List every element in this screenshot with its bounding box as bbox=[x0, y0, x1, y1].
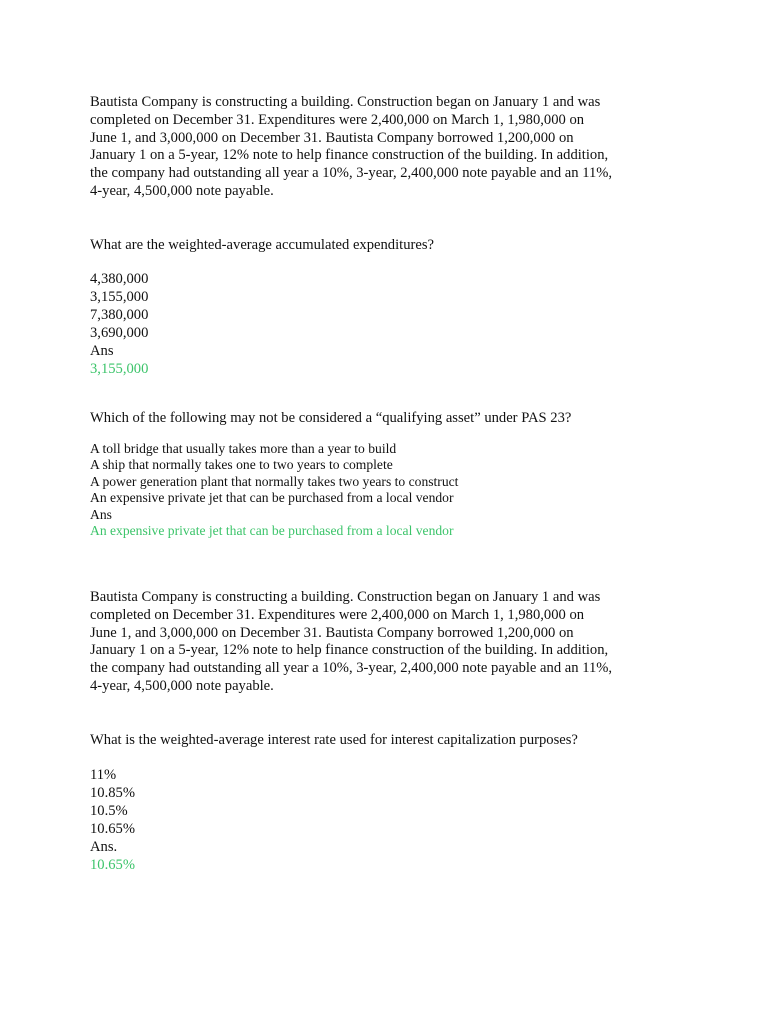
problem1-option: 4,380,000 bbox=[90, 271, 149, 287]
problem1-option: 3,690,000 bbox=[90, 325, 149, 341]
problem3-paragraph bbox=[90, 589, 690, 696]
problem1-ans-label: Ans bbox=[90, 343, 114, 359]
problem2-option: A ship that normally takes one to two years to complete bbox=[90, 457, 393, 473]
problem3-line: 4-year, 4,500,000 note payable. bbox=[90, 677, 274, 694]
problem2-question: Which of the following may not be considered a “qualifying asset” under PAS 23? bbox=[90, 410, 572, 426]
problem1-answer: 3,155,000 bbox=[90, 361, 149, 377]
problem3-line: June 1, and 3,000,000 on December 31. Bautista Company borrowed 1,200,000 on bbox=[90, 624, 574, 641]
problem3-ans-label: Ans. bbox=[90, 839, 118, 855]
problem1-line: Bautista Company is constructing a building. Construction began on January 1 and was bbox=[90, 94, 601, 110]
problem3-line: January 1 on a 5-year, 12% note to help finance construction of the building. In addition, bbox=[90, 642, 609, 659]
problem3-line: the company had outstanding all year a 10%, 3-year, 2,400,000 note payable and an 11%, bbox=[90, 660, 613, 677]
problem1-line: completed on December 31. Expenditures were 2,400,000 on March 1, 1,980,000 on bbox=[90, 111, 585, 128]
problem1-line: June 1, and 3,000,000 on December 31. Bautista Company borrowed 1,200,000 on bbox=[90, 129, 574, 146]
problem2-answer: An expensive private jet that can be purchased from a local vendor bbox=[90, 523, 454, 539]
problem3-question: What is the weighted-average interest rate used for interest capitalization purposes? bbox=[90, 732, 578, 748]
problem1-paragraph bbox=[90, 94, 690, 201]
problem3-option: 11% bbox=[90, 767, 117, 783]
problem3-line: Bautista Company is constructing a building. Construction began on January 1 and was bbox=[90, 589, 601, 605]
problem1-question: What are the weighted-average accumulated expenditures? bbox=[90, 237, 434, 253]
problem1-line: January 1 on a 5-year, 12% note to help finance construction of the building. In addition, bbox=[90, 147, 609, 164]
problem2-option: A power generation plant that normally takes two years to construct bbox=[90, 473, 459, 489]
problem1-option: 7,380,000 bbox=[90, 307, 149, 323]
problem1-options bbox=[90, 270, 148, 378]
problem2-option: A toll bridge that usually takes more than a year to build bbox=[90, 441, 397, 456]
problem2-options bbox=[90, 441, 458, 539]
problem1-option: 3,155,000 bbox=[90, 289, 149, 305]
problem3-option: 10.5% bbox=[90, 803, 128, 819]
problem3-options bbox=[90, 766, 135, 874]
problem3-option: 10.65% bbox=[90, 821, 135, 837]
problem3-line: completed on December 31. Expenditures were 2,400,000 on March 1, 1,980,000 on bbox=[90, 606, 585, 623]
problem3-answer: 10.65% bbox=[90, 857, 135, 873]
problem1-line: 4-year, 4,500,000 note payable. bbox=[90, 182, 274, 199]
problem1-line: the company had outstanding all year a 10%, 3-year, 2,400,000 note payable and an 11%, bbox=[90, 165, 613, 182]
problem2-ans-label: Ans bbox=[90, 506, 112, 522]
problem2-option: An expensive private jet that can be purchased from a local vendor bbox=[90, 490, 454, 506]
problem3-option: 10.85% bbox=[90, 785, 135, 801]
